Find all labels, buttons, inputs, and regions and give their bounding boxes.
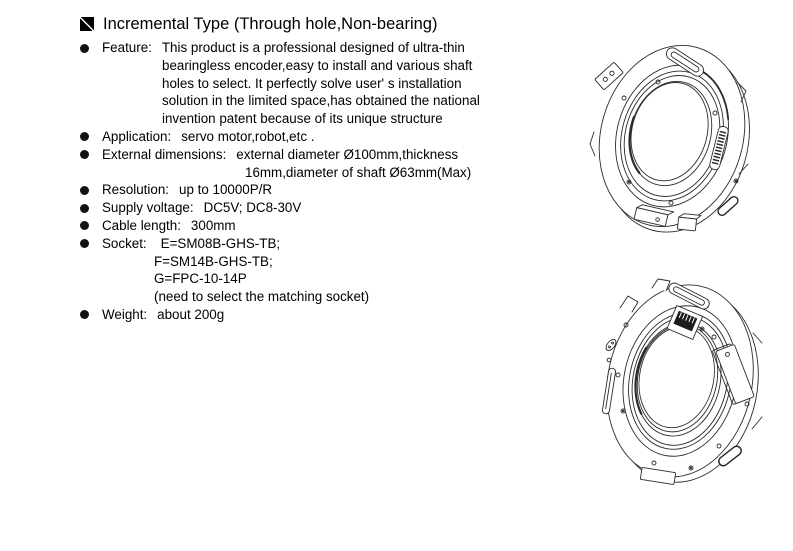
spec-label: Socket: — [102, 235, 147, 251]
spec-item-external-dimensions — [80, 146, 550, 182]
spec-list — [80, 14, 550, 324]
spec-cont-line: G=FPC-10-14P — [154, 271, 247, 287]
spec-value: E=SM08B-GHS-TB; — [160, 235, 281, 251]
spec-cont-line: (need to select the matching socket) — [154, 289, 370, 305]
bullet-icon — [80, 239, 89, 248]
spec-label: Resolution: — [102, 182, 169, 198]
spec-cont-line: 16mm,diameter of shaft Ø63mm(Max) — [245, 164, 472, 180]
encoder-ring-front-perspective — [596, 277, 768, 487]
spec-label: Supply voltage: — [102, 200, 194, 216]
spec-cont-line: invention patent because of its unique structure — [162, 111, 443, 127]
spec-label: Cable length: — [102, 217, 181, 233]
bullet-icon — [80, 204, 89, 213]
section-title: Incremental Type (Through hole,Non-bearing) — [103, 15, 438, 33]
section-marker-icon — [80, 17, 94, 31]
bullet-icon — [80, 150, 89, 159]
bullet-icon — [80, 44, 89, 53]
section-title-row — [80, 14, 550, 34]
spec-value: about 200g — [157, 306, 225, 322]
spec-cont-line: solution in the limited space,has obtained the national — [162, 93, 480, 109]
spec-value: 300mm — [190, 217, 236, 233]
bottom-tab-box — [677, 213, 701, 231]
spec-item-supply-voltage — [80, 199, 550, 217]
spec-label: External dimensions: — [102, 146, 227, 162]
spec-item-feature — [80, 39, 550, 128]
spec-value: up to 10000P/R — [179, 182, 273, 198]
spec-item-cable-length — [80, 217, 550, 235]
spec-label: Weight: — [102, 306, 148, 322]
spec-cont-line: bearingless encoder,easy to install and various shaft — [162, 57, 473, 73]
spec-cont-line: F=SM14B-GHS-TB; — [154, 253, 273, 269]
spec-value: DC5V; DC8-30V — [203, 200, 302, 216]
spec-item-weight — [80, 306, 550, 324]
spec-label: Feature: — [102, 40, 152, 55]
upper-left-tab — [620, 296, 638, 312]
encoder-ring-rear-perspective — [588, 36, 760, 238]
bullet-icon — [80, 221, 89, 230]
bullet-icon — [80, 310, 89, 319]
spec-item-resolution — [80, 181, 550, 199]
spec-item-application — [80, 128, 550, 146]
spec-value: This product is a professional designed of ultra-thin — [161, 40, 465, 55]
spec-item-socket — [80, 235, 550, 306]
spec-label: Application: — [102, 128, 172, 144]
bullet-icon — [80, 132, 89, 141]
spec-value: external diameter Ø100mm,thickness — [236, 146, 459, 162]
bullet-icon — [80, 186, 89, 195]
spec-cont-line: holes to select. It perfectly solve user' s installation — [162, 75, 462, 91]
spec-value: servo motor,robot,etc . — [181, 128, 315, 144]
